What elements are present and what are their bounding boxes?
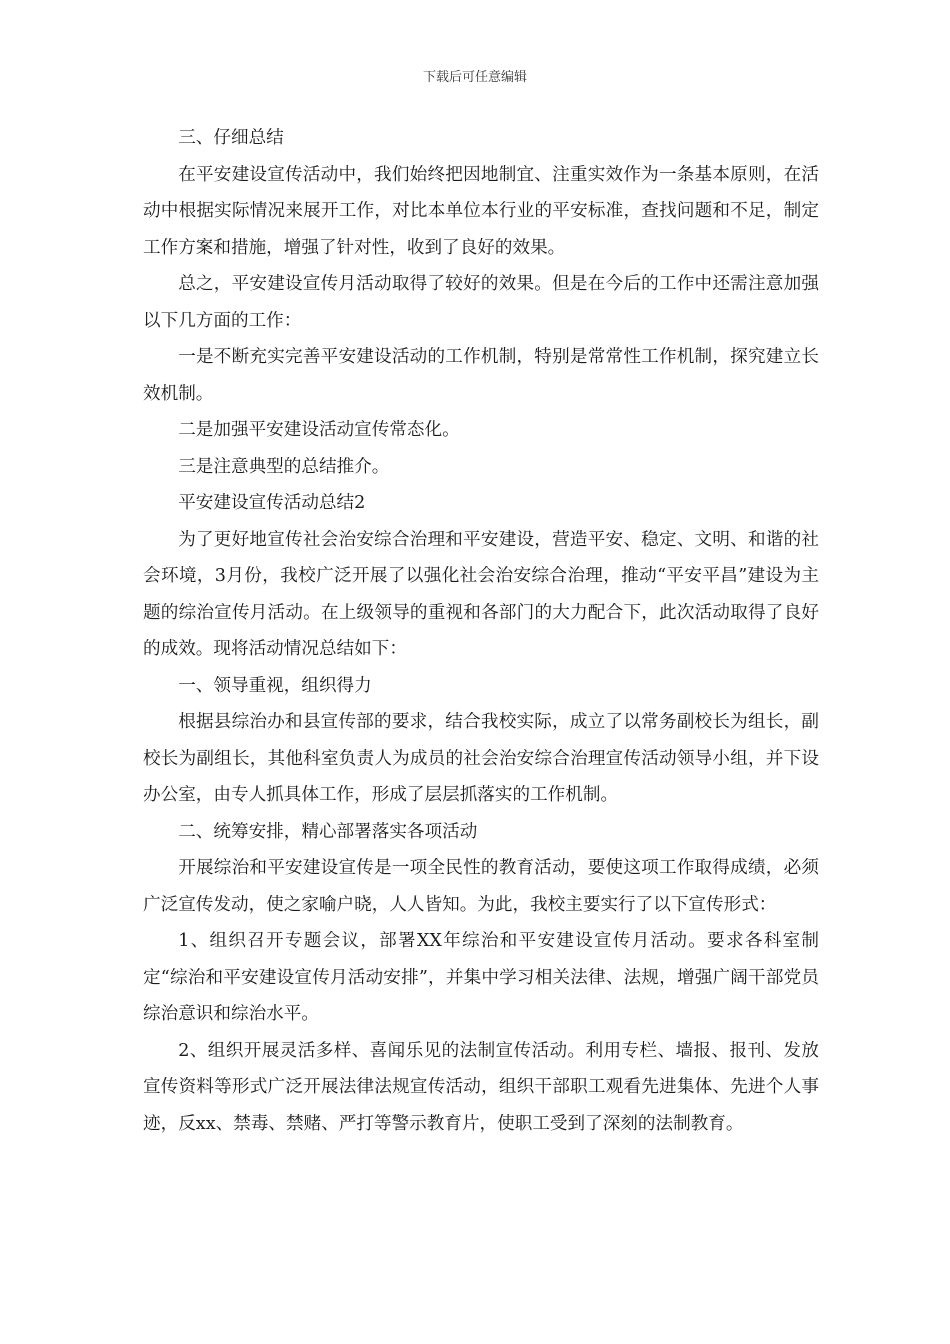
section-heading-leadership: 一、领导重视，组织得力 [178,675,372,696]
list-item: 2、组织开展灵活多样、喜闻乐见的法制宣传活动。利用专栏、墙报、报刊、发放宣传资料等形式广泛开展法律法规宣传活动，组织干部职工观看先进集体、先进个人事迹，反xx、禁毒、禁赌、严打等警示教育片，使职工受到了深刻的法制教育。 [143,1040,819,1134]
paragraph: 一是不断充实完善平安建设活动的工作机制，特别是常常性工作机制，探究建立长效机制。 [143,347,819,404]
page-header: 下载后可任意编辑 [422,70,527,85]
section-heading-summary: 三、仔细总结 [178,128,284,148]
document-subtitle: 平安建设宣传活动总结2 [178,493,366,513]
document-body [143,120,819,1142]
paragraph: 总之，平安建设宣传月活动取得了较好的效果。但是在今后的工作中还需注意加强以下几方面的工作： [143,274,819,331]
paragraph: 在平安建设宣传活动中，我们始终把因地制宜、注重实效作为一条基本原则，在活动中根据实际情况来展开工作，对比本单位本行业的平安标准，查找问题和不足，制定工作方案和措施，增强了针对性，收到了良好的效果。 [143,164,819,258]
list-item: 1、组织召开专题会议，部署XX年综治和平安建设宣传月活动。要求各科室制定“综治和平安建设宣传月活动安排”，并集中学习相关法律、法规，增强广阔干部党员综治意识和综治水平。 [143,931,819,1024]
paragraph: 三是注意典型的总结推介。 [178,456,390,477]
paragraph: 为了更好地宣传社会治安综合治理和平安建设，营造平安、稳定、文明、和谐的社会环境，3月份，我校广泛开展了以强化社会治安综合治理，推动“平安平昌”建设为主题的综治宣传月活动。在上级领导的重视和各部门的大力配合下，此次活动取得了良好的成效。现将活动情况总结如下： [143,529,819,659]
paragraph: 根据县综治办和县宣传部的要求，结合我校实际，成立了以常务副校长为组长，副校长为副组长，其他科室负责人为成员的社会治安综合治理宣传活动领导小组，并下设办公室，由专人抓具体工作，形成了层层抓落实的工作机制。 [143,712,819,805]
paragraph: 二是加强平安建设活动宣传常态化。 [178,420,460,440]
section-heading-planning: 二、统筹安排，精心部署落实各项活动 [178,821,478,842]
paragraph: 开展综治和平安建设宣传是一项全民性的教育活动，要使这项工作取得成绩，必须广泛宣传发动，使之家喻户晓，人人皆知。为此，我校主要实行了以下宣传形式： [143,858,819,915]
